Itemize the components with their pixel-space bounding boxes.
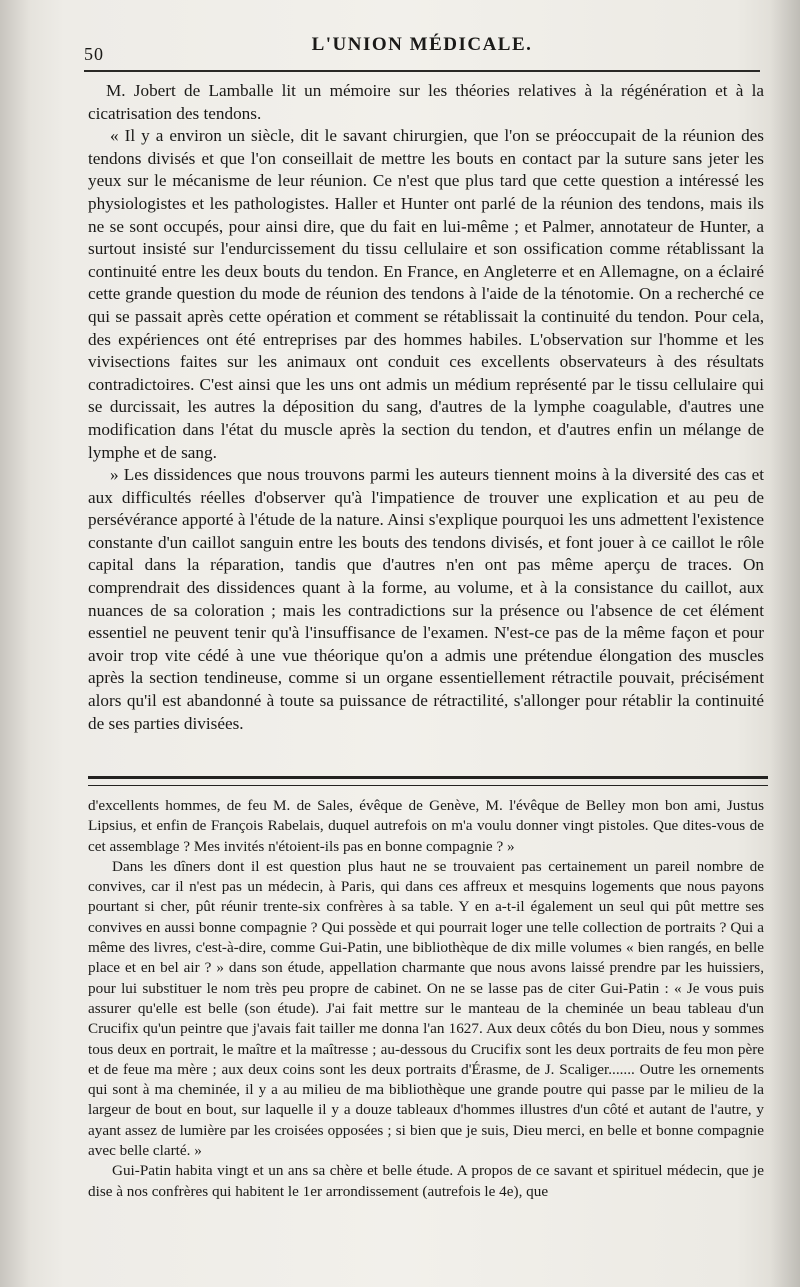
feuilleton-paragraph: Dans les dîners dont il est question plus haut ne se trouvaient pas certainement un pareil nombre de convives, car il n'est pas un médecin, à Paris, qui dans ces affreux et mesquins logements que nous payons pourtant si cher, pût réunir trente-six confrères à sa table. Y en a-t-il également un seul qui pût mettre ses convives en aussi bonne compagnie ? Qui possède et qui pourrait loger une telle collection de portraits ? Qui a même des livres, c'est-à-dire, comme Gui-Patin, une bibliothèque de dix mille volumes « bien rangés, en belle place et en bel air ? » dans son étude, appellation charmante que nous avons laissé prendre par les huissiers, pour lui substituer le nom très peu propre de cabinet. On ne se lasse pas de citer Gui-Patin : « Je vous puis assurer qu'elle est belle (son étude). J'ai fait mettre sur le manteau de la cheminée un beau tableau d'un Crucifix qu'un peintre que j'avais fait tailler me donna l'an 1627. Aux deux côtés du bon Dieu, nous y sommes tous deux en portrait, le maître et la maîtresse ; au-dessous du Crucifix sont les deux portraits de feu mon père et de feue ma mère ; aux deux coins sont les deux portraits d'Érasme, de J. Scaliger....... Outre les ornements qui sont à ma cheminée, il y a au milieu de ma bibliothèque une grande poutre qui passe par le milieu de la largeur de bout en bout, sur laquelle il y a douze tableaux d'hommes illustres d'un côté et autant de l'autre, y ayant assez de lumière par les croisées opposées ; si bien que je suis, Dieu merci, en belle et bonne compagnie avec belle clarté. » xyxy=(88,857,764,1160)
feuilleton-separator-rule xyxy=(88,776,768,786)
feuilleton-paragraph: d'excellents hommes, de feu M. de Sales, évêque de Genève, M. l'évêque de Belley mon bon ami, Justus Lipsius, et enfin de François Rabelais, duquel autrefois on m'a voulu donner vingt pistoles. Que dites-vous de cet assemblage ? Mes invités n'étoient-ils pas en bonne compagnie ? » xyxy=(88,797,764,855)
article-paragraph: M. Jobert de Lamballe lit un mémoire sur les théories relatives à la régénération et à la cicatrisation des tendons. xyxy=(88,81,764,123)
page-edge-shadow-right xyxy=(770,0,800,1287)
article-paragraph: » Les dissidences que nous trouvons parmi les auteurs tiennent moins à la diversité des cas et aux difficultés réelles d'observer qu'à l'impatience de trouver une explication et au peu de persévérance apporté à l'étude de la nature. Ainsi s'explique pourquoi les uns admettent l'existence constante d'un caillot sanguin entre les bouts des tendons divisés, et font jouer à ce caillot le rôle capital dans la réparation, tandis que d'autres n'en ont pas même aperçu de traces. On comprendrait des dissidences quant à la forme, au volume, et à la consistance du caillot, aux nuances de sa coloration ; mais les contradictions sur la présence ou l'absence de cet élément essentiel ne peuvent tenir qu'à l'insuffisance de l'examen. N'est-ce pas de la même façon et pour avoir trop vite cédé à une vue théorique qu'on a admis une prétendue élongation des muscles après la section tendineuse, comme si un organe essentiellement rétractile pouvait, précisément alors qu'il est abandonné à toute sa puissance de rétractilité, s'allonger pour rétablir la continuité de ses parties divisées. xyxy=(88,465,764,733)
running-title: L'UNION MÉDICALE. xyxy=(311,34,533,55)
article-paragraph: « Il y a environ un siècle, dit le savant chirurgien, que l'on se préoccupait de la réunion des tendons divisés et que l'on conseillait de mettre les bouts en contact par la suture sans jeter les yeux sur le mécanisme de leur réunion. Ce n'est que plus tard que cette question a intéressé les physiologistes et les pathologistes. Haller et Hunter ont parlé de la réunion des tendons, mais ils ne se sont occupés, pour ainsi dire, que du fait en lui-même ; et Palmer, annotateur de Hunter, a surtout insisté sur l'endurcissement du tissu cellulaire et son ossification comme rétablissant la continuité entre les deux bouts du tendon. En France, en Angleterre et en Allemagne, on a éclairé cette grande question du mode de réunion des tendons à l'aide de la ténotomie. On a recherché ce qui se passait après cette opération et comment se rétablissait la continuité du tendon. Pour cela, des expériences ont été entreprises par des hommes habiles. L'observation sur l'homme et les vivisections faites sur les animaux ont conduit ces excellents observateurs à des résultats contradictoires. C'est ainsi que les uns ont admis un médium représenté par le tissu cellulaire qui se durcissait, les autres la déposition du sang, d'autres de la lymphe coagulable, d'autres une modification dans l'état du muscle après la section du tendon, et d'autres enfin un mélange de lymphe et de sang. xyxy=(88,126,764,462)
page-edge-shadow-left xyxy=(0,0,30,1287)
feuilleton-paragraph: Gui-Patin habita vingt et un ans sa chère et belle étude. A propos de ce savant et spirituel médecin, que je dise à nos confrères qui habitent le 1er arrondissement (autrefois le 4e), que xyxy=(88,1162,764,1200)
article-body xyxy=(88,80,764,735)
feuilleton-body xyxy=(88,796,764,1202)
page-header xyxy=(84,30,760,72)
page-number: 50 xyxy=(84,44,104,64)
